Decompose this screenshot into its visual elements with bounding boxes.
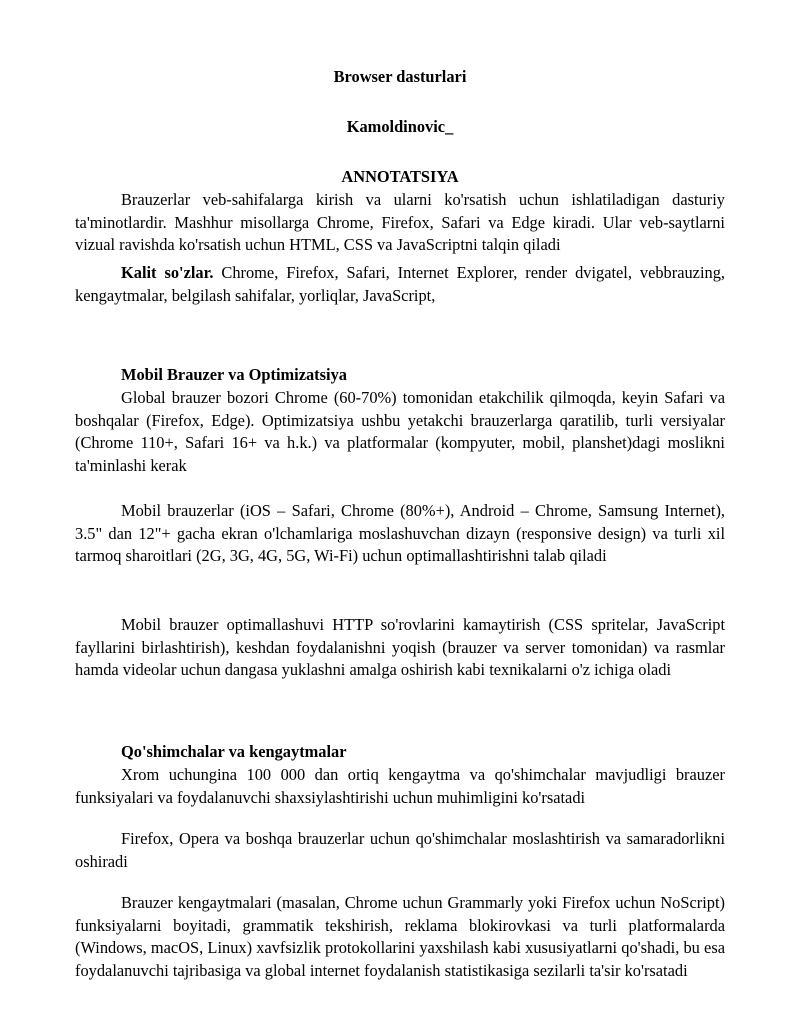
section1-paragraph-1: Global brauzer bozori Chrome (60-70%) tomonidan etakchilik qilmoqda, keyin Safari va boshqalar (Firefox, Edge). Optimizatsiya ushbu yetakchi brauzerlarga qaratilib, turli versiyalar (Chrome 110+, Safari 16+ va h.k.) va platformalar (kompyuter, mobil, planshet)dagi moslikni ta'minlashi kerak (75, 388, 725, 476)
section2-paragraph-2: Firefox, Opera va boshqa brauzerlar uchun qo'shimchalar moslashtirish va samaradorlikni oshiradi (75, 829, 725, 871)
annotation-heading: ANNOTATSIYA (341, 167, 459, 186)
document-title: Browser dasturlari (333, 67, 467, 86)
section1-paragraph-2: Mobil brauzerlar (iOS – Safari, Chrome (80%+), Android – Chrome, Samsung Internet), 3.5" dan 12"+ gacha ekran o'lchamlariga moslashuvchan dizayn (responsive design) va turli xil tarmoq sharoitlari (2G, 3G, 4G, 5G, Wi-Fi) uchun optimallashtirishni talab qiladi (75, 501, 725, 566)
section2-paragraph-1: Xrom uchungina 100 000 dan ortiq kengaytma va qo'shimchalar mavjudligi brauzer funksiyalari va foydalanuvchi shaxsiylashtirishi uchun muhimligini ko'rsatadi (75, 765, 725, 807)
keywords-paragraph (75, 262, 725, 307)
author-name: Kamoldinovic_ (346, 117, 454, 136)
section-heading-mobile: Mobil Brauzer va Optimizatsiya (121, 365, 347, 384)
keywords-label: Kalit so'zlar. (121, 263, 214, 282)
section-heading-extensions: Qo'shimchalar va kengaytmalar (121, 742, 347, 761)
keywords-text: Chrome, Firefox, Safari, Internet Explorer, render dvigatel, vebbrauzing, kengaytmalar, belgilash sahifalar, yorliqlar, JavaScript, (75, 263, 725, 305)
annotation-paragraph: Brauzerlar veb-sahifalarga kirish va ularni ko'rsatish uchun ishlatiladigan dasturiy ta'minotlardir. Mashhur misollarga Chrome, Firefox, Safari va Edge kiradi. Ular veb-saytlarni vizual ravishda ko'rsatish uchun HTML, CSS va JavaScriptni talqin qiladi (75, 190, 725, 255)
section2-paragraph-3: Brauzer kengaytmalari (masalan, Chrome uchun Grammarly yoki Firefox uchun NoScript) funksiyalarni boyitadi, grammatik tekshirish, reklama blokirovkasi va turli platformalarda (Windows, macOS, Linux) xavfsizlik protokollarini yaxshilash kabi xususiyatlarni qo'shadi, bu esa foydalanuvchi tajribasiga va global internet foydalanish statistikasiga sezilarli ta'sir ko'rsatadi (75, 893, 725, 981)
section1-paragraph-3: Mobil brauzer optimallashuvi HTTP so'rovlarini kamaytirish (CSS spritelar, JavaScript fayllarini birlashtirish), keshdan foydalanishni yoqish (brauzer va server tomonidan) va rasmlar hamda videolar uchun dangasa yuklashni amalga oshirish kabi texnikalarni o'z ichiga oladi (75, 615, 725, 680)
